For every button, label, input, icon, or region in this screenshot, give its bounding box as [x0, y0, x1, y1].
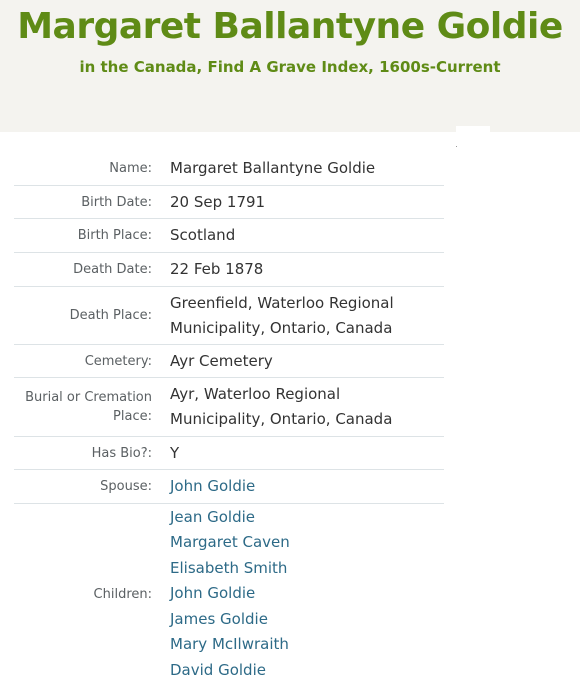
collection-subtitle: in the Canada, Find A Grave Index, 1600s-Current — [79, 58, 501, 76]
record-row-burial-place — [14, 378, 444, 437]
spouse-value — [170, 474, 444, 499]
children-list — [170, 505, 444, 683]
record-row-death-date — [14, 253, 444, 287]
cemetery-value: Ayr Cemetery — [170, 351, 273, 370]
record-row-cemetery — [14, 345, 444, 378]
record-row-name — [14, 152, 444, 186]
birth-date-label: Birth Date: — [81, 194, 152, 210]
has-bio-label: Has Bio?: — [91, 445, 152, 461]
birth-date-value: 20 Sep 1791 — [170, 192, 266, 211]
child-link[interactable]: Jean Goldie — [170, 508, 256, 527]
has-bio-value: Y — [170, 443, 180, 462]
burial-place-value — [170, 382, 444, 432]
page-title: Margaret Ballantyne Goldie — [17, 6, 563, 47]
stray-dot — [456, 146, 457, 147]
burial-label-line: Place: — [113, 409, 152, 424]
death-date-value: 22 Feb 1878 — [170, 260, 264, 278]
header-notch — [456, 126, 490, 132]
child-link[interactable]: Mary McIlwraith — [170, 635, 289, 654]
child-link[interactable]: James Goldie — [170, 609, 268, 628]
death-date-label: Death Date: — [73, 262, 152, 277]
child-link[interactable]: John Goldie — [170, 584, 256, 603]
name-label: Name: — [109, 161, 152, 176]
child-link[interactable]: Margaret Caven — [170, 533, 290, 552]
child-link[interactable]: Elisabeth Smith — [170, 558, 288, 577]
record-row-death-place — [14, 287, 444, 345]
cemetery-label: Cemetery: — [84, 353, 152, 369]
record-row-birth-place — [14, 219, 444, 253]
spouse-label: Spouse: — [100, 479, 152, 494]
death-place-line: Municipality, Ontario, Canada — [170, 318, 393, 337]
page-header — [0, 0, 580, 132]
children-label: Children: — [93, 586, 152, 602]
burial-place-line: Ayr, Waterloo Regional — [170, 385, 341, 403]
burial-place-label — [14, 388, 170, 426]
spouse-link[interactable]: John Goldie — [170, 477, 256, 495]
burial-place-line: Municipality, Ontario, Canada — [170, 410, 393, 428]
record-table — [14, 152, 444, 684]
death-place-value — [170, 291, 444, 341]
burial-label-line: Burial or Cremation — [25, 390, 152, 405]
record-row-birth-date — [14, 186, 444, 219]
record-row-spouse — [14, 470, 444, 504]
record-row-children — [14, 504, 444, 684]
death-place-line: Greenfield, Waterloo Regional — [170, 293, 394, 312]
birth-place-value: Scotland — [170, 226, 236, 244]
name-value: Margaret Ballantyne Goldie — [170, 159, 376, 177]
record-row-has-bio — [14, 437, 444, 470]
death-place-label: Death Place: — [69, 308, 152, 323]
child-link[interactable]: David Goldie — [170, 660, 266, 679]
birth-place-label: Birth Place: — [77, 228, 152, 243]
